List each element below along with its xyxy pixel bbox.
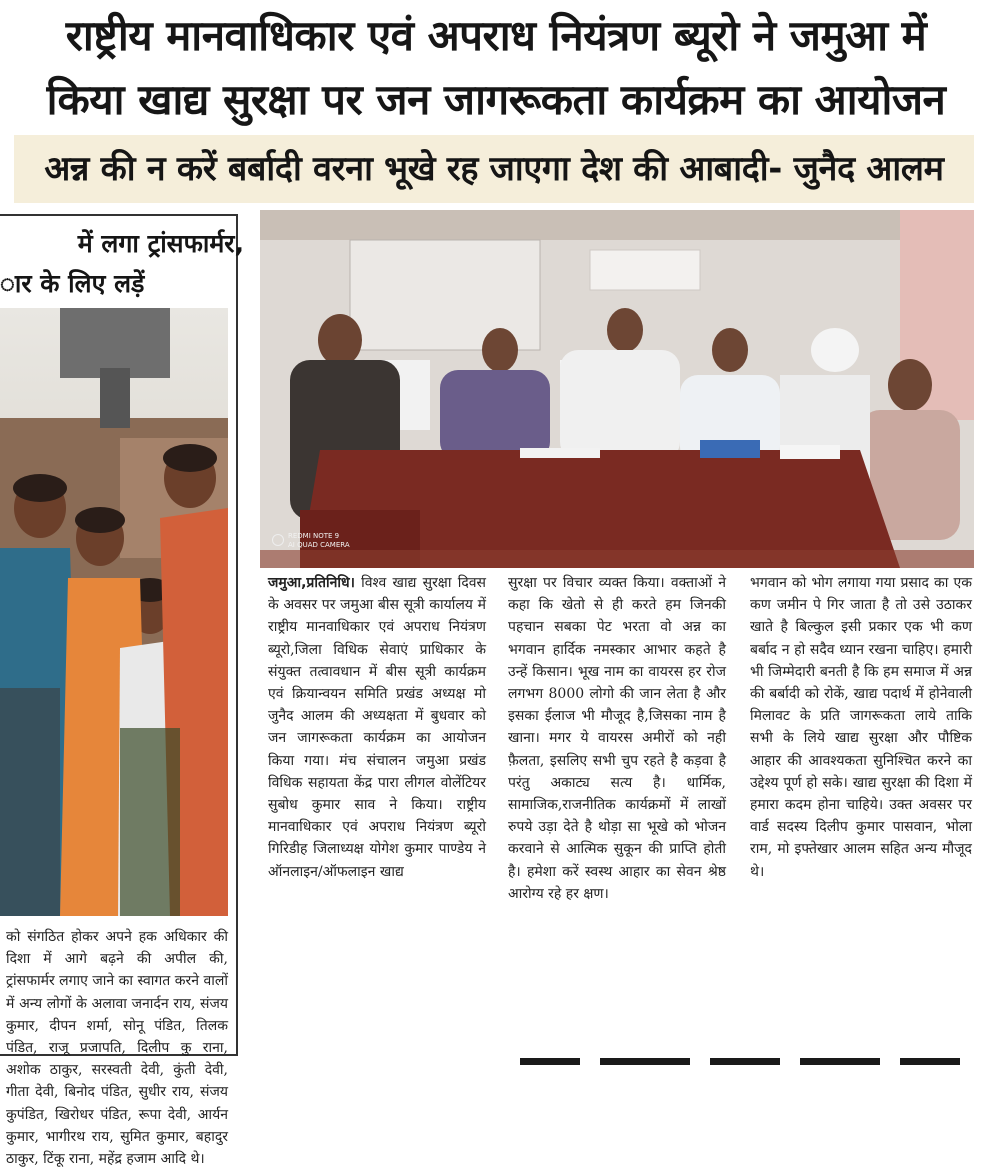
watermark-line1: REDMI NOTE 9: [288, 532, 340, 540]
article-column-2: सुरक्षा पर विचार व्यक्त किया। वक्ताओं ने कहा कि खेतो से ही करते हम जिनकी पहचान सबका पेट भरता वो अन्न का भगवान हार्दिक नमस्कार आभार कहते है उन्हें किसान। भूख नाम का वायरस हर रोज लगभग 8000 लोगो की जान लेता है और इसका ईलाज भी मौजूद है,जिसका नाम है खाना। मगर ये वायरस अमीरों को नही फ़ैलता, इसलिए सभी चुप रहते है कड़वा है परंतु अकाट्य सत्य है। धार्मिक, सामाजिक,राजनीतिक कार्यक्रमों में लाखों रुपये उड़ा देते है थोड़ा सा भूखे को भोजन करवाने से आत्मिक सुकून की प्राप्ति होती है। हमेशा करें स्वस्थ आहार का सेवन श्रेष्ठ आरोग्य रहे हर क्षण।: [508, 575, 726, 902]
children-photo-illustration: [0, 308, 228, 916]
article-dateline: जमुआ,प्रतिनिधि।: [268, 575, 355, 591]
subheadline: अन्न की न करें बर्बादी वरना भूखे रह जाएगा देश की आबादी- जुनैद आलम: [44, 149, 944, 189]
main-photo: [260, 210, 974, 568]
watermark-line2: AI QUAD CAMERA: [288, 541, 350, 549]
left-story-headline: [0, 224, 244, 304]
main-headline-line1: राष्ट्रीय मानवाधिकार एवं अपराध नियंत्रण ब्यूरो ने जमुआ में: [65, 11, 927, 60]
article-column-1: [268, 572, 486, 883]
left-story-headline-line1: में लगा ट्रांसफार्मर,: [77, 229, 244, 258]
article-column-3: भगवान को भोग लगाया गया प्रसाद का एक कण जमीन पे गिर जाता है तो उसे उठाकर खाते है बिल्कुल इसी प्रकार एक भी कण बर्बाद न हो सदैव ध्यान रखना चाहिए। हमारी भी जिम्मेदारी बनती है कि हम समाज में अन्न की बर्बादी को रोकें, खाद्य पदार्थ में होनेवाली मिलावट के प्रति जागरूकता लाये ताकि सभी के लिये खाद्य सुरक्षा और पौष्टिक आहार की आवश्यकता सुनिश्चित करने का उद्देश्य पूर्ण हो सके। खाद्य सुरक्षा की दिशा में हमारा कदम होना चाहिये। उक्त अवसर पर वार्ड सदस्य दिलीप कुमार पासवान, भोला राम, मो इफ्तेखार आलम सहित अन्य मौजूद थे।: [750, 575, 972, 880]
left-story-box: [0, 214, 244, 1168]
left-story-headline-line2: ार के लिए लड़ें: [0, 269, 145, 298]
article-column-1-text: विश्व खाद्य सुरक्षा दिवस के अवसर पर जमुआ बीस सूत्री कार्यालय में राष्ट्रीय मानवाधिकार एवं अपराध नियंत्रण ब्यूरो,जिला विधिक सेवाएं प्राधिकार के संयुक्त तत्वावधान में बीस सूत्री कार्यक्रम एवं क्रियान्वयन समिति प्रखंड अध्यक्ष मो जुनैद आलम की अध्यक्षता में बुधवार को जन जागरूकता कार्यक्रम का आयोजन किया गया। मंच संचालन जमुआ प्रखंड विधिक सहायता केंद्र पारा लीगल वोलेंटियर सुबोध कुमार साव ने किया। राष्ट्रीय मानवाधिकार एवं अपराध नियंत्रण ब्यूरो गिरिडीह जिलाध्यक्ष योगेश कुमार पाण्डेय ने ऑनलाइन/ऑफलाइन खाद्य: [268, 575, 487, 880]
cutoff-text-shapes: [520, 1052, 970, 1065]
main-headline-line2: किया खाद्य सुरक्षा पर जन जागरूकता कार्यक्रम का आयोजन: [46, 75, 946, 124]
left-story-photo: [0, 308, 228, 916]
camera-ring-icon: [272, 534, 284, 546]
next-headline-cutoff: [520, 1050, 970, 1063]
meeting-photo-illustration: [260, 210, 974, 568]
left-story-body: को संगठित होकर अपने हक अधिकार की दिशा में आगे बढ़ने की अपील की, ट्रांसफार्मर लगाए जाने का स्वागत करने वालों में अन्य लोगों के अलावा जनार्दन राय, संजय कुमार, दीपन शर्मा, सोनू पंडित, तिलक पंडित, राजू प्रजापति, दिलीप कु राना, अशोक ठाकुर, सरस्वती देवी, कुंती देवी, गीता देवी, बिनोद पंडित, सुधीर राय, संजय कुपंडित, खिरोधर पंडित, रूपा देवी, आर्यन कुमार, भागीरथ राय, सुमित कुमार, बहादुर ठाकुर, टिंकू राना, महेंद्र हजाम आदि थे।: [6, 929, 228, 1168]
